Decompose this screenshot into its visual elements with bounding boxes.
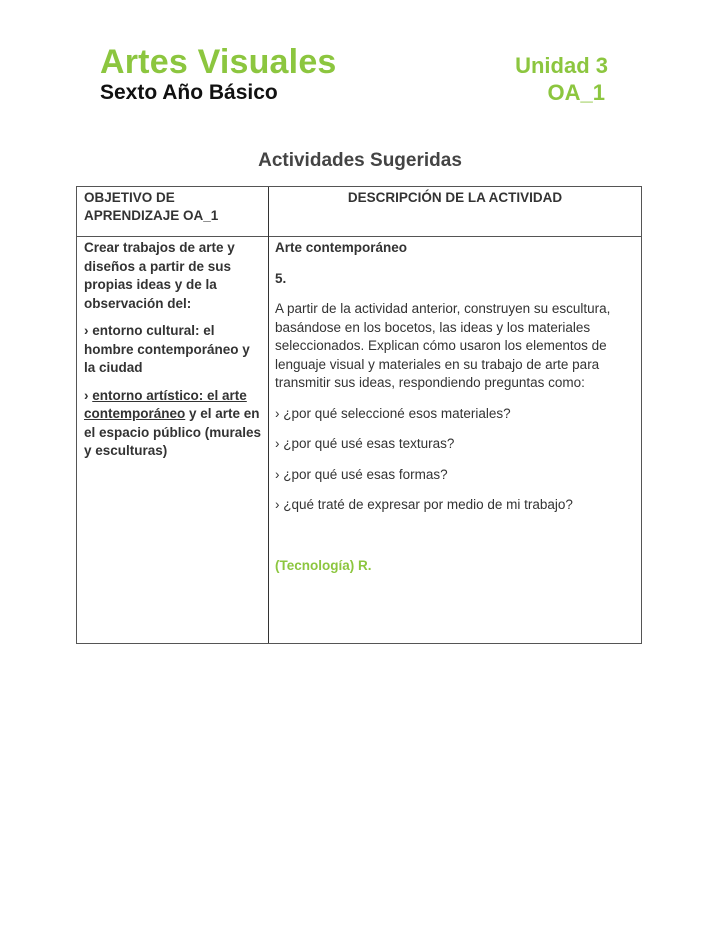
- subject-note: (Tecnología) R.: [275, 557, 372, 573]
- page-title: Artes Visuales: [100, 43, 337, 81]
- question-item: › ¿qué traté de expresar por medio de mi trabajo?: [275, 497, 573, 512]
- oa-label: OA_1: [547, 80, 605, 105]
- unit-label: Unidad 3: [515, 53, 608, 78]
- objective-intro: Crear trabajos de arte y diseños a partir de sus propias ideas y de la observación del:: [84, 240, 235, 311]
- description-cell: [275, 239, 635, 587]
- question-item: › ¿por qué usé esas texturas?: [275, 436, 455, 451]
- objective-item-cultural: › entorno cultural: el hombre contemporáneo y la ciudad: [84, 323, 250, 375]
- underlined-text: entorno artístico: el arte contemporáneo: [84, 387, 247, 421]
- activity-number: 5.: [275, 270, 287, 286]
- objective-item-rest: y el arte en el espacio público (murales y esculturas): [84, 406, 262, 458]
- column-divider: [268, 187, 269, 643]
- question-item: › ¿por qué usé esas formas?: [275, 466, 448, 482]
- header-objective: OBJETIVO DE APRENDIZAJE OA_1: [84, 190, 219, 223]
- header-description: DESCRIPCIÓN DE LA ACTIVIDAD: [347, 190, 563, 205]
- objective-item-artistic: [84, 387, 264, 461]
- activity-title: Arte contemporáneo: [275, 240, 408, 255]
- objective-cell: [84, 239, 264, 470]
- activity-paragraph: A partir de la actividad anterior, construyen su escultura, basándose en los bocetos, las ideas y los materiales seleccionados. Explican cómo usaron los elementos de lenguaje visual y materiales en su trabajo de arte para transmitir sus ideas, respondiendo preguntas como:: [275, 301, 611, 390]
- section-title: Actividades Sugeridas: [258, 150, 462, 171]
- header-row-divider: [77, 236, 641, 237]
- page-subtitle: Sexto Año Básico: [100, 81, 278, 104]
- question-item: › ¿por qué seleccioné esos materiales?: [275, 405, 511, 421]
- activities-table: [76, 186, 642, 644]
- spacer: [275, 527, 635, 557]
- bullet: ›: [84, 387, 93, 403]
